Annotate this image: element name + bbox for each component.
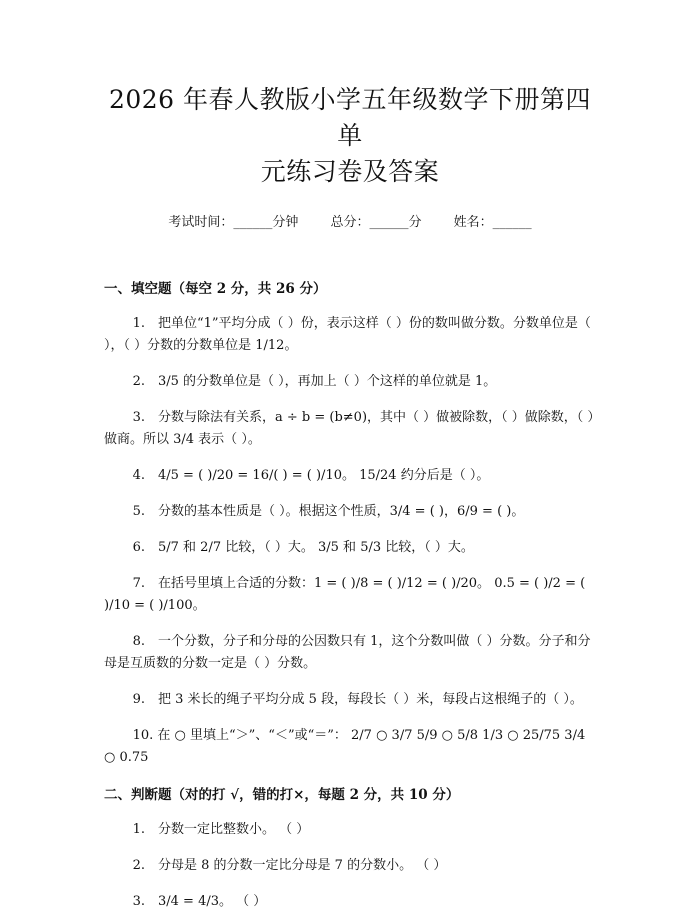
title-line-1: 2026 年春人教版小学五年级数学下册第四单 <box>108 85 592 150</box>
document-title <box>104 0 596 190</box>
fill-question-7: 7. 在括号里填上合适的分数：1 = ( )/8 = ( )/12 = ( )/20。 0.5 = ( )/2 = ( )/10 = ( )/100。 <box>104 576 586 613</box>
fill-question-9: 9. 把 3 米长的绳子平均分成 5 段，每段长（ ）米，每段占这根绳子的（ ）。 <box>132 692 583 707</box>
fill-question-8: 8. 一个分数，分子和分母的公因数只有 1，这个分数叫做（ ）分数。分子和分母是互质数的分数一定是（ ）分数。 <box>104 634 591 671</box>
fill-question-3: 3. 分数与除法有关系，a ÷ b = (b≠0)，其中（ ）做被除数，（ ）做除数，（ ）做商。所以 3/4 表示（ ）。 <box>104 410 594 447</box>
fill-question-10: 10. 在 ○ 里填上“＞”、“＜”或“＝”： 2/7 ○ 3/7 5/9 ○ 5/8 1/3 ○ 25/75 3/4 ○ 0.75 <box>104 728 586 765</box>
section-1-heading: 一、填空题（每空 2 分，共 26 分） <box>104 281 327 297</box>
fill-question-1: 1. 把单位“1”平均分成（ ）份，表示这样（ ）份的数叫做分数。分数单位是（ ），（ ）分数的分数单位是 1/12。 <box>104 316 591 353</box>
total-score-field: 总分：______分 <box>330 215 422 230</box>
judge-question-1: 1. 分数一定比整数小。 （ ） <box>132 822 310 837</box>
exam-meta <box>104 214 596 232</box>
exam-time-field: 考试时间：______分钟 <box>168 215 299 230</box>
fill-question-5: 5. 分数的基本性质是（ ）。根据这个性质，3/4 = ( )，6/9 = ( )。 <box>132 504 525 519</box>
fill-question-2: 2. 3/5 的分数单位是（ ），再加上（ ）个这样的单位就是 1。 <box>132 374 497 389</box>
title-line-2: 元练习卷及答案 <box>260 157 440 186</box>
judge-question-3: 3. 3/4 = 4/3。 （ ） <box>132 894 267 909</box>
fill-question-6: 6. 5/7 和 2/7 比较，（ ）大。 3/5 和 5/3 比较，（ ）大。 <box>132 540 474 555</box>
student-name-field: 姓名：______ <box>453 215 532 230</box>
fill-question-4: 4. 4/5 = ( )/20 = 16/( ) = ( )/10。 15/24 约分后是（ ）。 <box>132 468 490 483</box>
judge-question-2: 2. 分母是 8 的分数一定比分母是 7 的分数小。 （ ） <box>132 858 447 873</box>
section-2-heading: 二、判断题（对的打 √，错的打×，每题 2 分，共 10 分） <box>104 787 460 803</box>
